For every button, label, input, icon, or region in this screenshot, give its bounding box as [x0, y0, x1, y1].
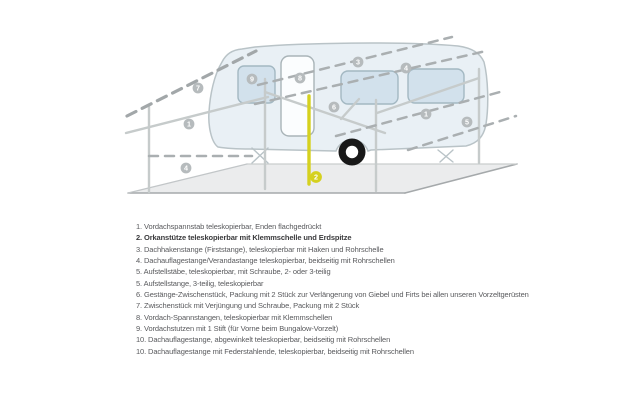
- part-badge-label-9: 9: [250, 74, 254, 84]
- caravan-window-middle: [341, 71, 398, 104]
- parts-list-item-11: 10. Dachauflagestange, abgewinkelt teleskopierbar, beidseitig mit Rohrschellen: [136, 335, 391, 345]
- part-badge-label-5: 5: [465, 117, 469, 127]
- caravan-window-front: [238, 66, 275, 103]
- parts-list: [136, 221, 616, 357]
- parts-list-item-6: 5. Aufstellstange, 3-teilig, teleskopierbar: [136, 278, 264, 288]
- part-badge-label-4: 4: [184, 163, 188, 173]
- parts-list-item-12: 10. Dachauflagestange mit Federstahlende, teleskopierbar, beidseitig mit Rohrschellen: [136, 346, 414, 356]
- parts-list-item-3: 3. Dachhakenstange (Firststange), teleskopierbar mit Haken und Rohrschelle: [136, 244, 384, 254]
- parts-list-item-1: 1. Vordachspannstab teleskopierbar, Enden flachgedrückt: [136, 222, 322, 231]
- parts-list-item-8: 7. Zwischenstück mit Verjüngung und Schraube, Packung mit 2 Stück: [136, 301, 360, 311]
- part-badge-label-3: 3: [356, 57, 360, 67]
- parts-list-item-5: 5. Aufstellstäbe, teleskopierbar, mit Schraube, 2- oder 3-teilig: [136, 267, 331, 277]
- part-badge-label-1: 1: [187, 119, 191, 129]
- parts-list-item-2: 2. Orkanstütze teleskopierbar mit Klemmschelle und Erdspitze: [136, 233, 352, 243]
- parts-list-item-10: 9. Vordachstutzen mit 1 Stift (für Vorne beim Bungalow-Vorzelt): [136, 324, 339, 334]
- parts-list-item-4: 4. Dachauflagestange/Verandastange teleskopierbar, beidseitig mit Rohrschellen: [136, 256, 395, 266]
- part-badge-label-7: 7: [196, 83, 200, 93]
- part-badge-label-1: 1: [424, 109, 428, 119]
- part-badge-label-4: 4: [404, 63, 408, 73]
- caravan-wheel-hub: [346, 146, 358, 158]
- parts-list-item-7: 6. Gestänge-Zwischenstück, Packung mit 2 Stück zur Verlängerung von Giebel und Firts bei allen unseren Vorzeltgerüsten: [136, 290, 529, 300]
- part-badge-label-6: 6: [332, 102, 336, 112]
- part-badge-label-8: 8: [298, 73, 302, 83]
- parts-list-item-9: 8. Vordach-Spannstangen, teleskopierbar mit Klemmschellen: [136, 312, 333, 322]
- part-badge-label-2: 2: [314, 172, 318, 182]
